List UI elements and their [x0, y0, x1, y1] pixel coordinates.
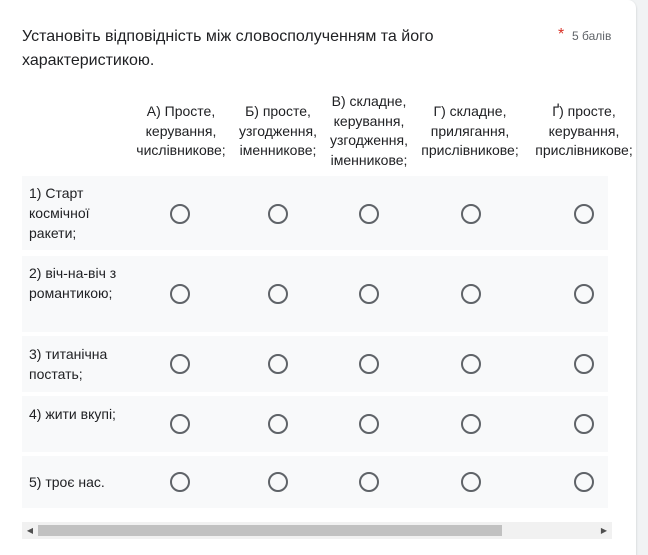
- row-label-3: 3) титанічна постать;: [29, 346, 108, 382]
- column-header-h: Г) складне, прилягання, прислівникове;: [421, 103, 519, 158]
- radio-r5-h[interactable]: [461, 472, 481, 492]
- radio-r1-v[interactable]: [359, 204, 379, 224]
- column-header-b: Б) просте, узгодження, іменникове;: [239, 103, 317, 158]
- radio-r5-b[interactable]: [268, 472, 288, 492]
- radio-r4-a[interactable]: [170, 414, 190, 434]
- radio-r2-h[interactable]: [461, 284, 481, 304]
- radio-r3-a[interactable]: [170, 354, 190, 374]
- row-label-4: 4) жити вкупі;: [29, 406, 116, 422]
- radio-r3-h[interactable]: [461, 354, 481, 374]
- radio-r1-b[interactable]: [268, 204, 288, 224]
- radio-r2-b[interactable]: [268, 284, 288, 304]
- scrollbar-thumb[interactable]: [38, 525, 502, 536]
- column-header-v: В) складне, керування, узгодження, іменникове;: [330, 93, 408, 168]
- row-label-2: 2) віч-на-віч з романтикою;: [29, 265, 117, 301]
- radio-r4-b[interactable]: [268, 414, 288, 434]
- radio-r1-g[interactable]: [574, 204, 594, 224]
- radio-r5-v[interactable]: [359, 472, 379, 492]
- row-label-5: 5) троє нас.: [29, 474, 105, 490]
- column-header-a: А) Просте, керування, числівникове;: [136, 103, 226, 158]
- choice-grid: [22, 84, 633, 512]
- radio-r3-g[interactable]: [574, 354, 594, 374]
- scroll-left-icon[interactable]: ◀: [26, 526, 34, 535]
- radio-r3-v[interactable]: [359, 354, 379, 374]
- points-label: 5 балів: [572, 29, 612, 43]
- horizontal-scrollbar[interactable]: [22, 522, 612, 539]
- radio-r2-v[interactable]: [359, 284, 379, 304]
- required-asterisk: *: [558, 26, 565, 43]
- scroll-right-icon[interactable]: ▶: [600, 526, 608, 535]
- radio-r2-a[interactable]: [170, 284, 190, 304]
- column-header-g: Ґ) просте, керування, прислівникове;: [535, 103, 633, 158]
- radio-r1-h[interactable]: [461, 204, 481, 224]
- radio-r1-a[interactable]: [170, 204, 190, 224]
- radio-r4-v[interactable]: [359, 414, 379, 434]
- radio-r3-b[interactable]: [268, 354, 288, 374]
- radio-r5-a[interactable]: [170, 472, 190, 492]
- radio-r2-g[interactable]: [574, 284, 594, 304]
- radio-r4-h[interactable]: [461, 414, 481, 434]
- radio-r5-g[interactable]: [574, 472, 594, 492]
- row-label-1: 1) Старт космічної ракети;: [29, 185, 90, 241]
- radio-r4-g[interactable]: [574, 414, 594, 434]
- question-title: Установіть відповідність між словосполученням та його характеристикою.: [22, 28, 434, 69]
